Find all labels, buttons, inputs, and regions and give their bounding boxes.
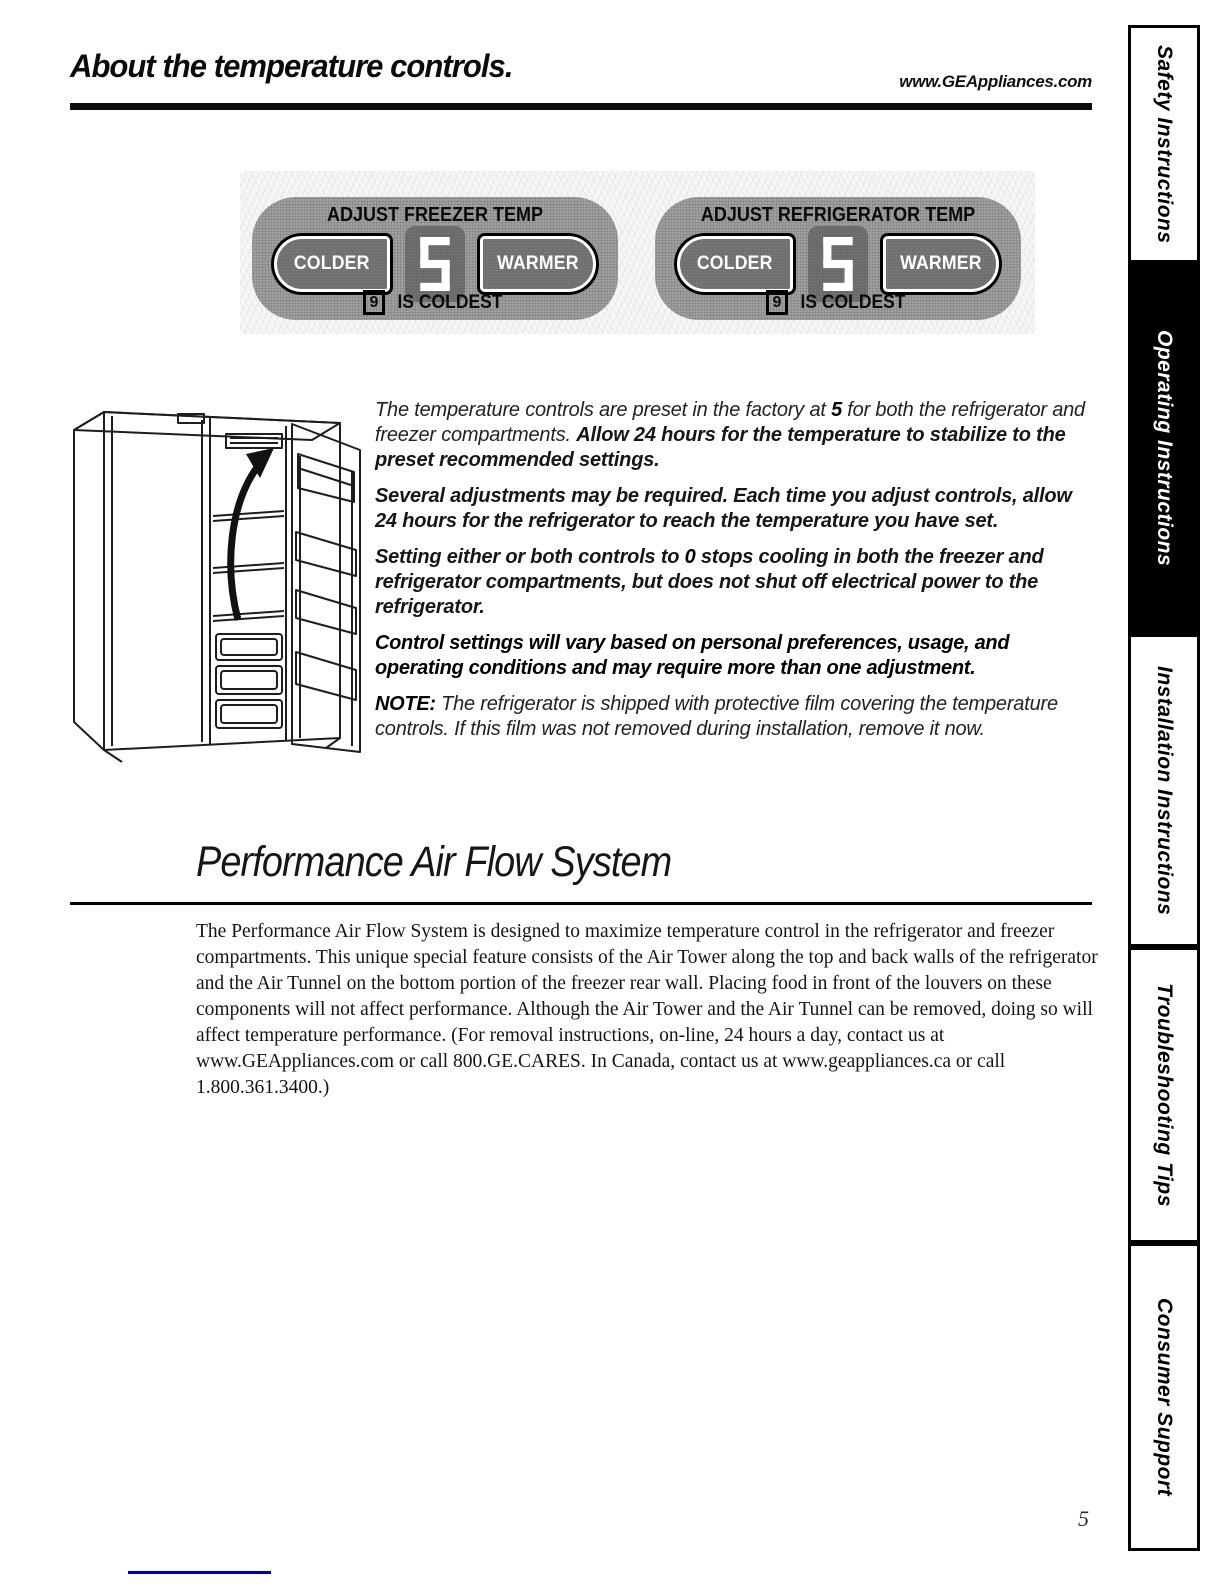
intro-note-paragraph: NOTE: The refrigerator is shipped with protective film covering the temperature controls. If this film was not removed during installation, remove it now. [375,693,1058,740]
coldest-digit-badge: 9 [363,290,386,315]
sidebar-tab-safety-instructions [1128,25,1200,263]
refrigerator-colder-label: COLDER [697,253,773,274]
sidebar-tab-label: Troubleshooting Tips [1153,983,1176,1207]
preset-value: 5 [831,399,842,421]
freezer-colder-label: COLDER [294,253,370,274]
header-divider [70,103,1092,110]
refrigerator-warmer-label: WARMER [900,253,982,274]
intro-paragraph-4: Control settings will vary based on personal preferences, usage, and operating conditions and may require more than one adjustment. [375,632,1010,679]
sidebar-tab-troubleshooting-tips [1128,947,1200,1243]
sidebar-tab-label: Consumer Support [1153,1297,1176,1497]
freezer-panel-title: ADJUST FREEZER TEMP [326,204,544,226]
sidebar-tab-label: Safety Instructions [1153,44,1176,244]
sidebar-tab-label: Installation Instructions [1153,665,1176,916]
off-value: 0 [684,546,696,568]
sidebar-tab-operating-instructions [1128,263,1200,634]
intro-paragraph-1: The temperature controls are preset in the factory at 5 for both the refrigerator and freezer compartments. Allow 24 hours for the temperature to stabilize to the preset recommended settings. [375,399,1085,471]
open-refrigerator-illustration [60,394,372,766]
refrigerator-coldest-note [655,290,1021,315]
page-title: About the temperature controls. [70,48,513,84]
seven-segment-five-icon [417,235,453,293]
performance-airflow-body: The Performance Air Flow System is designed to maximize temperature control in the refrigerator and freezer compartments. This unique special feature consists of the Air Tower along the top and back walls of the refrigerator and the Air Tunnel on the bottom portion of the freezer rear wall. Placing food in front of the louvers on these components will not affect performance. Although the Air Tower and the Air Tunnel can be removed, doing so will affect temperature performance. (For removal instructions, on-line, 24 hours a day, contact us at www.GEAppliances.com or call 800.GE.CARES. In Canada, contact us at www.geappliances.ca or call 1.800.361.3400.) [196,921,1098,1098]
sidebar-tab-label: Operating Instructions [1153,330,1176,567]
footer-blue-line [128,1571,271,1574]
freezer-warmer-button [480,236,596,292]
refrigerator-warmer-button [883,236,999,292]
section-heading-performance-air-flow: Performance Air Flow System [196,838,672,886]
intro-paragraph-3: Setting either or both controls to 0 stops cooling in both the freezer and refrigerator compartments, but does not shut off electrical power to the refrigerator. [375,546,1044,618]
refrigerator-temp-panel [655,197,1021,320]
website-url: www.GEAppliances.com [899,72,1092,91]
freezer-warmer-label: WARMER [497,253,579,274]
page-number: 5 [1078,1506,1089,1531]
intro-text-block [375,398,1097,753]
seven-segment-five-icon [820,235,856,293]
freezer-colder-button [274,236,390,292]
sidebar-tab-installation-instructions [1128,634,1200,947]
coldest-note-text: IS COLDEST [800,292,906,313]
sidebar-tab-consumer-support [1128,1243,1200,1551]
freezer-coldest-note [252,290,618,315]
coldest-note-text: IS COLDEST [397,292,503,313]
note-label: NOTE: [375,693,436,715]
refrigerator-panel-title: ADJUST REFRIGERATOR TEMP [700,204,976,226]
section-divider [70,902,1092,905]
curved-up-arrow-icon [231,448,274,620]
coldest-digit-badge: 9 [766,290,789,315]
refrigerator-colder-button [677,236,793,292]
intro-paragraph-2: Several adjustments may be required. Each time you adjust controls, allow 24 hours for the refrigerator to reach the temperature you have set. [375,485,1072,532]
freezer-temp-panel [252,197,618,320]
temperature-controls-photo [240,171,1035,334]
